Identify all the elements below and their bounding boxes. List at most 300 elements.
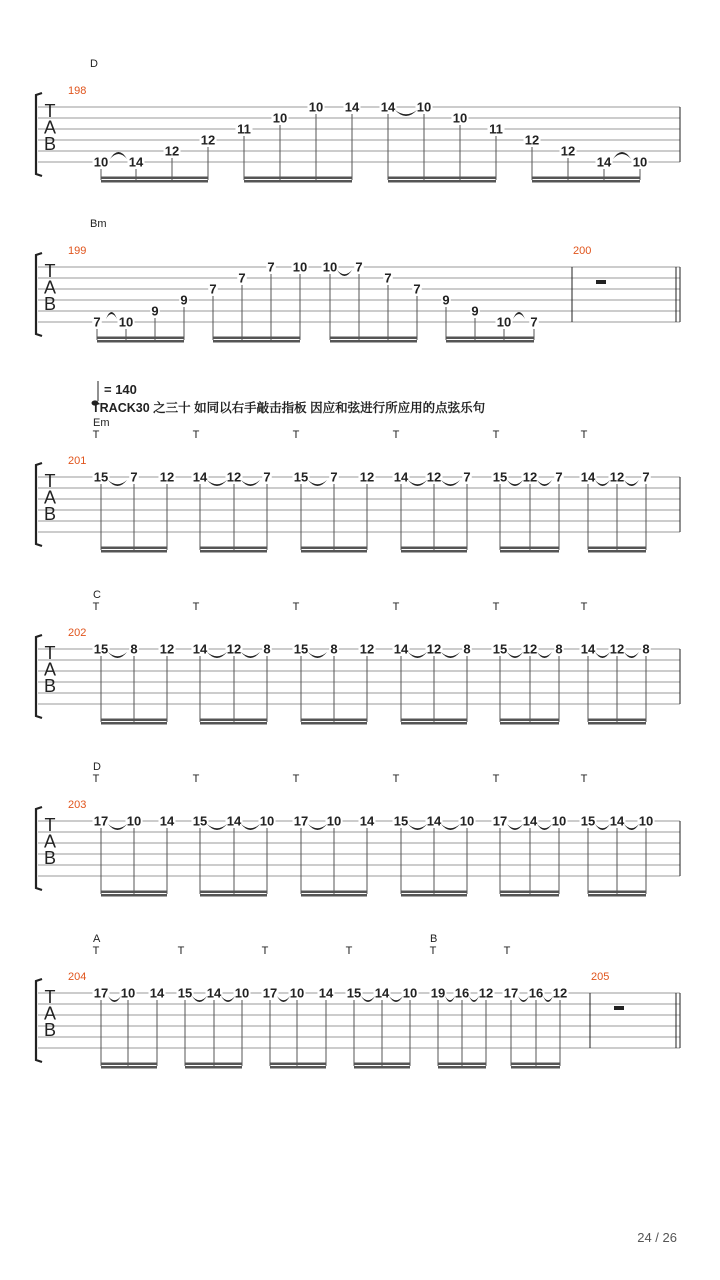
slur-mark — [241, 824, 260, 830]
beam-line — [500, 719, 559, 722]
fret-number: 14 — [393, 641, 409, 657]
beam-line — [185, 1066, 242, 1069]
slur-mark — [108, 824, 127, 830]
chord-name: D — [90, 58, 98, 70]
tap-marker: T — [392, 429, 400, 441]
beam-group — [393, 642, 472, 725]
slur-mark — [308, 652, 327, 658]
fret-number: 9 — [471, 303, 479, 319]
slur-mark — [595, 480, 610, 486]
system-bracket — [36, 463, 42, 546]
fret-number: 10 — [126, 813, 142, 829]
fret-number: 15 — [492, 641, 508, 657]
fret-number: 14 — [580, 641, 596, 657]
beam-line — [200, 719, 267, 722]
beam-line — [213, 337, 300, 340]
fret-number: 8 — [463, 641, 471, 657]
fret-number: 7 — [555, 469, 563, 485]
beam-line — [244, 180, 352, 183]
slur-mark — [207, 824, 227, 830]
slur-mark — [192, 996, 207, 1002]
measure-number: 205 — [591, 971, 610, 983]
slur-mark — [613, 152, 631, 159]
beam-line — [200, 722, 267, 725]
fret-number: 10 — [402, 985, 418, 1001]
fret-number: 15 — [492, 469, 508, 485]
fret-number: 15 — [192, 813, 208, 829]
beam-line — [270, 1066, 326, 1069]
tap-marker: T — [192, 773, 200, 785]
fret-number: 11 — [237, 121, 251, 137]
slur-mark — [624, 652, 639, 658]
beam-line — [97, 340, 184, 343]
fret-number: 10 — [416, 99, 432, 115]
tap-marker: T — [261, 945, 269, 957]
tab-clef-letter: A — [43, 659, 57, 680]
beam-line — [301, 547, 367, 550]
fret-number: 14 — [596, 154, 612, 170]
fret-number: 12 — [560, 143, 576, 159]
slur-mark — [308, 480, 327, 486]
fret-number: 12 — [609, 469, 625, 485]
beam-line — [401, 547, 467, 550]
beam-line — [301, 722, 367, 725]
tab-clef-letter: B — [43, 1020, 57, 1040]
beam-group — [177, 986, 251, 1069]
fret-number: 12 — [159, 469, 175, 485]
tab-clef-letter: T — [44, 101, 56, 121]
fret-number: 14 — [192, 641, 208, 657]
beam-line — [101, 894, 167, 897]
fret-number: 17 — [262, 985, 278, 1001]
chord-name: Em — [93, 417, 110, 429]
chord-name: A — [93, 933, 101, 945]
tap-marker: T — [392, 601, 400, 613]
beam-group — [208, 260, 308, 343]
beam-line — [354, 1066, 410, 1069]
chord-name: B — [430, 933, 438, 945]
beam-line — [101, 550, 167, 553]
fret-number: 15 — [293, 641, 309, 657]
beam-group — [293, 642, 376, 725]
beam-group — [293, 470, 376, 553]
tab-system — [36, 417, 680, 553]
tab-clef-letter: B — [43, 294, 57, 314]
fret-number: 12 — [609, 641, 625, 657]
tap-marker: T — [292, 429, 300, 441]
beam-line — [401, 894, 467, 897]
slur-mark — [108, 996, 121, 1002]
tap-marker: T — [292, 601, 300, 613]
measure-number: 198 — [68, 85, 87, 97]
fret-number: 7 — [413, 281, 421, 297]
beam-group — [430, 986, 495, 1069]
tap-marker: T — [492, 429, 500, 441]
beam-line — [532, 180, 640, 183]
beam-line — [200, 891, 267, 894]
tap-marker: T — [580, 429, 588, 441]
tab-clef-letter: A — [43, 1003, 57, 1024]
fret-number: 12 — [359, 641, 375, 657]
tap-marker: T — [92, 429, 100, 441]
fret-number: 7 — [642, 469, 650, 485]
tab-clef-letter: B — [43, 504, 57, 524]
fret-number: 14 — [359, 813, 375, 829]
fret-number: 8 — [642, 641, 650, 657]
fret-number: 15 — [393, 813, 409, 829]
beam-group — [192, 642, 272, 725]
beam-group — [492, 642, 564, 725]
slur-mark — [106, 312, 117, 319]
beam-line — [588, 719, 646, 722]
beam-line — [401, 891, 467, 894]
fret-number: 10 — [459, 813, 475, 829]
beam-line — [588, 722, 646, 725]
beam-line — [330, 337, 417, 340]
fret-number: 12 — [426, 641, 442, 657]
fret-number: 10 — [234, 985, 250, 1001]
fret-number: 14 — [206, 985, 222, 1001]
slur-mark — [537, 480, 552, 486]
beam-line — [588, 550, 646, 553]
slur-mark — [595, 652, 610, 658]
slur-mark — [441, 480, 460, 486]
tap-marker: T — [192, 429, 200, 441]
system-bracket — [36, 253, 42, 336]
tab-clef-letter: A — [43, 487, 57, 508]
fret-number: 8 — [330, 641, 338, 657]
fret-number: 10 — [551, 813, 567, 829]
fret-number: 12 — [522, 641, 538, 657]
tap-marker: T — [292, 773, 300, 785]
beam-group — [262, 986, 335, 1069]
system-bracket — [36, 979, 42, 1062]
fret-number: 7 — [330, 469, 338, 485]
tap-marker: T — [92, 773, 100, 785]
beam-line — [532, 177, 640, 180]
fret-number: 10 — [632, 154, 648, 170]
slur-mark — [241, 652, 260, 658]
fret-number: 12 — [426, 469, 442, 485]
tab-clef-letter: B — [43, 676, 57, 696]
fret-number: 12 — [164, 143, 180, 159]
beam-line — [588, 547, 646, 550]
slur-mark — [207, 652, 227, 658]
fret-number: 14 — [344, 99, 360, 115]
measure-number: 199 — [68, 245, 87, 257]
slur-mark — [513, 312, 525, 319]
fret-number: 15 — [346, 985, 362, 1001]
measure-number: 201 — [68, 455, 87, 467]
beam-line — [101, 180, 208, 183]
fret-number: 7 — [263, 469, 271, 485]
fret-number: 7 — [267, 259, 275, 275]
slur-mark — [308, 824, 327, 830]
slur-mark — [221, 996, 235, 1002]
tap-marker: T — [503, 945, 511, 957]
slur-mark — [408, 824, 427, 830]
beam-line — [446, 337, 534, 340]
fret-number: 17 — [93, 813, 109, 829]
beam-group — [236, 100, 361, 183]
tab-clef-letter: T — [44, 987, 56, 1007]
fret-number: 12 — [159, 641, 175, 657]
beam-line — [388, 180, 496, 183]
slur-mark — [624, 480, 639, 486]
fret-number: 12 — [524, 132, 540, 148]
fret-number: 10 — [259, 813, 275, 829]
chord-name: D — [93, 761, 101, 773]
beam-group — [580, 814, 655, 897]
fret-number: 8 — [555, 641, 563, 657]
tap-marker: T — [429, 945, 437, 957]
fret-number: 19 — [430, 985, 446, 1001]
track-title: TRACK30 之三十 如同以右手敲击指板 因应和弦进行所应用的点弦乐句 — [92, 401, 486, 415]
fret-number: 15 — [293, 469, 309, 485]
beam-line — [500, 547, 559, 550]
tab-clef-letter: B — [43, 134, 57, 154]
beam-group — [93, 642, 176, 725]
slur-mark — [624, 824, 639, 830]
fret-number: 14 — [426, 813, 442, 829]
fret-number: 15 — [177, 985, 193, 1001]
slur-mark — [241, 480, 260, 486]
beam-group — [580, 470, 651, 553]
fret-number: 7 — [530, 314, 538, 330]
beam-line — [270, 1063, 326, 1066]
system-bracket — [36, 807, 42, 890]
beam-line — [588, 894, 646, 897]
slur-mark — [395, 110, 417, 116]
fret-number: 15 — [93, 641, 109, 657]
beam-line — [301, 891, 367, 894]
tab-clef-letter: T — [44, 471, 56, 491]
slur-mark — [337, 270, 352, 276]
fret-number: 10 — [93, 154, 109, 170]
beam-line — [500, 894, 559, 897]
tap-marker: T — [92, 945, 100, 957]
fret-number: 14 — [393, 469, 409, 485]
beam-line — [101, 1063, 157, 1066]
tempo-text: = 140 — [104, 382, 137, 397]
measure-number: 203 — [68, 799, 87, 811]
beam-line — [101, 547, 167, 550]
fret-number: 14 — [226, 813, 242, 829]
beam-line — [101, 177, 208, 180]
beam-line — [330, 340, 417, 343]
tap-marker: T — [92, 601, 100, 613]
fret-number: 17 — [503, 985, 519, 1001]
beam-line — [401, 722, 467, 725]
beam-line — [97, 337, 184, 340]
page-number: 24 / 26 — [637, 1230, 677, 1245]
fret-number: 17 — [293, 813, 309, 829]
tab-system — [36, 761, 680, 897]
tab-clef-letter: T — [44, 261, 56, 281]
fret-number: 8 — [263, 641, 271, 657]
beam-group — [322, 260, 422, 343]
fret-number: 15 — [93, 469, 109, 485]
beam-line — [388, 177, 496, 180]
fret-number: 14 — [580, 469, 596, 485]
fret-number: 10 — [120, 985, 136, 1001]
fret-number: 9 — [151, 303, 159, 319]
beam-line — [101, 719, 167, 722]
fret-number: 14 — [380, 99, 396, 115]
slur-mark — [361, 996, 375, 1002]
fret-number: 12 — [478, 985, 494, 1001]
beam-group — [93, 814, 176, 897]
fret-number: 14 — [522, 813, 538, 829]
beam-group — [393, 814, 476, 897]
slur-mark — [110, 152, 127, 159]
beam-group — [93, 470, 176, 553]
fret-number: 10 — [272, 110, 288, 126]
tap-marker: T — [192, 601, 200, 613]
fret-number: 7 — [93, 314, 101, 330]
fret-number: 10 — [118, 314, 134, 330]
tap-marker: T — [580, 601, 588, 613]
fret-number: 12 — [226, 641, 242, 657]
tab-system — [36, 218, 680, 343]
slur-mark — [408, 480, 427, 486]
slur-mark — [389, 996, 403, 1002]
beam-line — [500, 550, 559, 553]
beam-group — [192, 470, 272, 553]
beam-line — [185, 1063, 242, 1066]
fret-number: 8 — [130, 641, 138, 657]
system-bracket — [36, 93, 42, 176]
tab-clef-letter: T — [44, 815, 56, 835]
beam-group — [380, 100, 505, 183]
fret-number: 9 — [442, 292, 450, 308]
slur-mark — [108, 652, 127, 658]
fret-number: 14 — [128, 154, 144, 170]
beam-line — [301, 894, 367, 897]
tab-system — [36, 58, 680, 183]
beam-group — [93, 986, 166, 1069]
beam-group — [346, 986, 419, 1069]
fret-number: 16 — [528, 985, 544, 1001]
tap-marker: T — [392, 773, 400, 785]
tap-marker: T — [492, 601, 500, 613]
slur-mark — [108, 480, 127, 486]
system-bracket — [36, 635, 42, 718]
tab-clef-letter: T — [44, 643, 56, 663]
chord-name: Bm — [90, 218, 107, 230]
tap-marker: T — [177, 945, 185, 957]
beam-line — [101, 722, 167, 725]
fret-number: 7 — [130, 469, 138, 485]
fret-number: 10 — [308, 99, 324, 115]
fret-number: 10 — [322, 259, 338, 275]
beam-line — [401, 719, 467, 722]
slur-mark — [408, 652, 427, 658]
beam-group — [492, 814, 568, 897]
beam-line — [101, 1066, 157, 1069]
fret-number: 14 — [192, 469, 208, 485]
fret-number: 12 — [226, 469, 242, 485]
beam-line — [438, 1066, 486, 1069]
fret-number: 17 — [93, 985, 109, 1001]
slur-mark — [277, 996, 290, 1002]
fret-number: 14 — [609, 813, 625, 829]
beam-line — [301, 550, 367, 553]
fret-number: 7 — [238, 270, 246, 286]
tab-system — [36, 933, 680, 1069]
fret-number: 14 — [159, 813, 175, 829]
fret-number: 10 — [452, 110, 468, 126]
fret-number: 15 — [580, 813, 596, 829]
fret-number: 11 — [489, 121, 503, 137]
fret-number: 12 — [522, 469, 538, 485]
fret-number: 10 — [496, 314, 512, 330]
half-rest — [614, 1006, 624, 1010]
beam-group — [293, 814, 376, 897]
beam-line — [588, 891, 646, 894]
fret-number: 12 — [359, 469, 375, 485]
fret-number: 9 — [180, 292, 188, 308]
beam-group — [503, 986, 569, 1069]
beam-group — [393, 470, 472, 553]
slur-mark — [507, 480, 523, 486]
slur-mark — [507, 824, 523, 830]
tab-system — [36, 589, 680, 725]
fret-number: 10 — [326, 813, 342, 829]
fret-number: 10 — [638, 813, 654, 829]
tab-clef-letter: B — [43, 848, 57, 868]
chord-name: C — [93, 589, 101, 601]
beam-line — [500, 891, 559, 894]
beam-line — [446, 340, 534, 343]
beam-group — [580, 642, 651, 725]
slur-mark — [441, 652, 460, 658]
fret-number: 10 — [289, 985, 305, 1001]
fret-number: 7 — [384, 270, 392, 286]
beam-group — [492, 470, 564, 553]
beam-group — [192, 814, 276, 897]
beam-line — [200, 894, 267, 897]
tap-marker: T — [345, 945, 353, 957]
fret-number: 12 — [200, 132, 216, 148]
measure-number: 200 — [573, 245, 592, 257]
beam-line — [101, 891, 167, 894]
tab-clef-letter: A — [43, 831, 57, 852]
fret-number: 14 — [318, 985, 334, 1001]
slur-mark — [595, 824, 610, 830]
fret-number: 17 — [492, 813, 508, 829]
tap-marker: T — [580, 773, 588, 785]
fret-number: 7 — [355, 259, 363, 275]
tab-clef-letter: A — [43, 117, 57, 138]
beam-line — [200, 550, 267, 553]
fret-number: 10 — [292, 259, 308, 275]
slur-mark — [207, 480, 227, 486]
measure-number: 202 — [68, 627, 87, 639]
beam-line — [500, 722, 559, 725]
fret-number: 16 — [454, 985, 470, 1001]
fret-number: 14 — [374, 985, 390, 1001]
fret-number: 12 — [552, 985, 568, 1001]
slur-mark — [537, 824, 552, 830]
beam-line — [438, 1063, 486, 1066]
beam-line — [213, 340, 300, 343]
tab-clef-letter: A — [43, 277, 57, 298]
measure-number: 204 — [68, 971, 87, 983]
beam-line — [511, 1063, 560, 1066]
fret-number: 7 — [209, 281, 217, 297]
beam-line — [301, 719, 367, 722]
